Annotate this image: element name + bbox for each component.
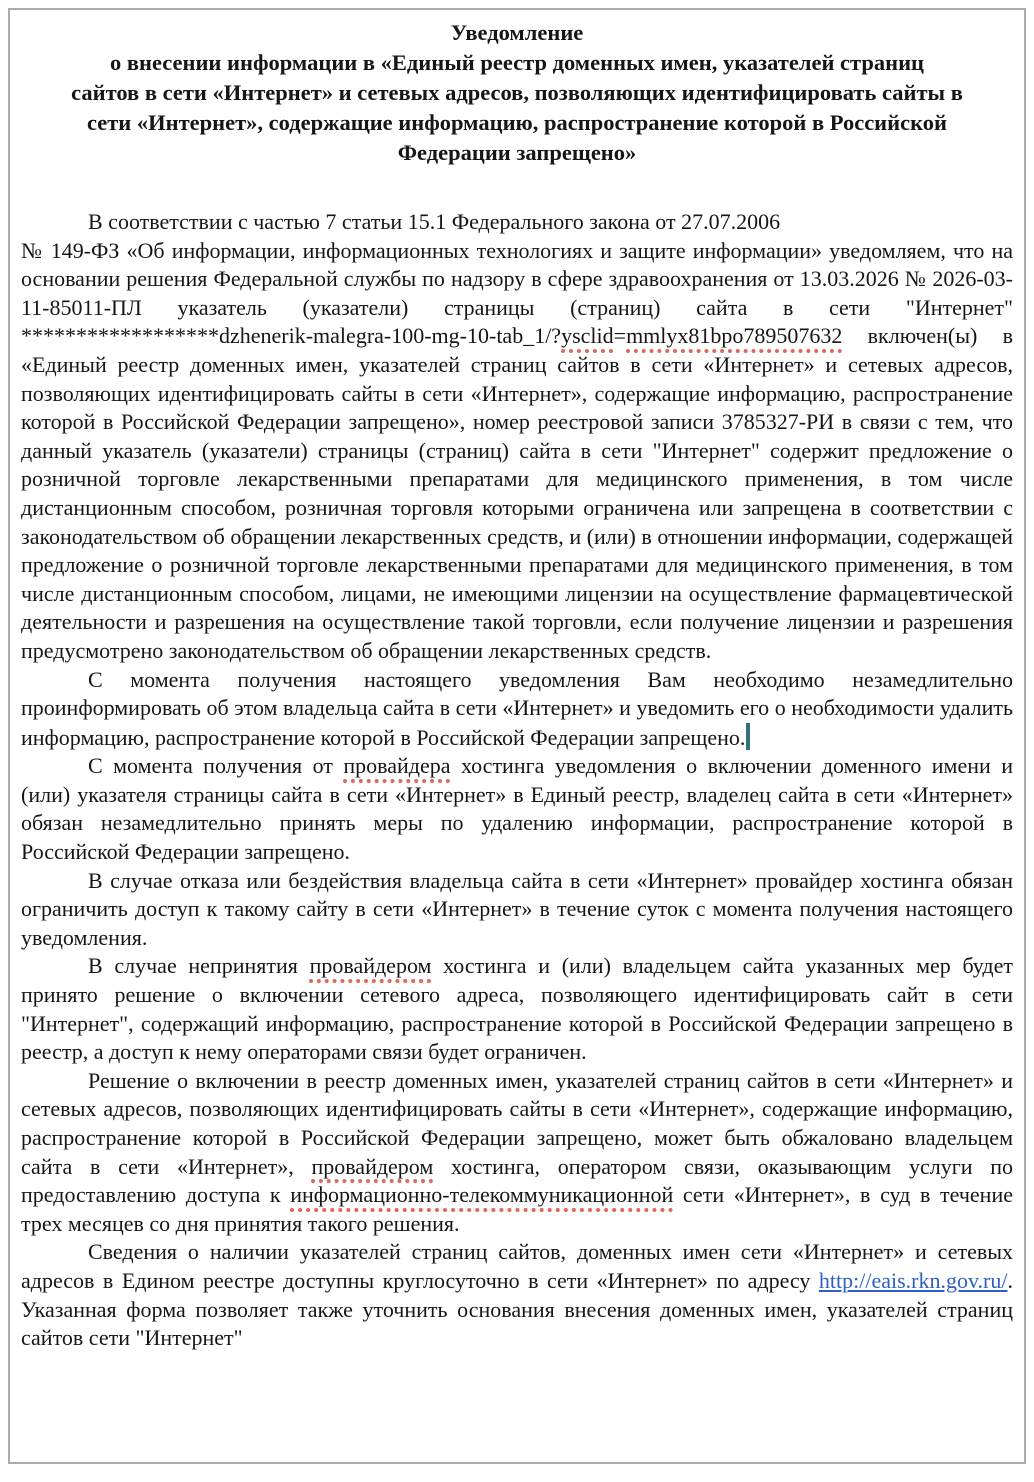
text-run: хостинга и (или) владельцем сайта указанных мер будет принято решение о включении сетевого адреса, позволяющего идентифицировать сайт в сети "Интернет", содержащий информацию, распространение которой в Российской Федерации запрещено в реестр, а доступ к нему операторами связи будет ограничен. (21, 953, 1013, 1065)
document-title (21, 18, 1013, 168)
text-run: Сведения о наличии указателей страниц сайтов, доменных имен сети «Интернет» и сетевых адресов в Едином реестре доступны круглосуточно в сети «Интернет» по адресу (21, 1239, 1013, 1293)
paragraph (21, 1067, 1013, 1239)
text-run: сети «Интернет», в суд в течение трех месяцев со дня принятия такого решения. (21, 1182, 1013, 1236)
document-body (21, 208, 1013, 1353)
text-run: В случае непринятия (88, 953, 310, 979)
document-page[interactable] (8, 8, 1026, 1464)
paragraph (21, 952, 1013, 1066)
misspelled-word: провайдером (309, 953, 432, 979)
misspelled-word: информационно-телекоммуникационной (290, 1182, 674, 1208)
text-run: . Указанная форма позволяет также уточнить основания внесения доменных имен, указателей страниц сайтов сети "Интернет" (21, 1267, 1013, 1351)
misspelled-word: провайдером (311, 1153, 434, 1179)
paragraph (21, 1238, 1013, 1352)
title-line: сайтов в сети «Интернет» и сетевых адресов, позволяющих идентифицировать сайты в (71, 80, 963, 105)
text-run: С момента получения настоящего уведомления Вам необходимо незамедлительно проинформировать об этом владельца сайта в сети «Интернет» и уведомить его о необходимости удалить информацию, распространение которой в Российской Федерации запрещено. (21, 666, 1013, 750)
title-line: сети «Интернет», содержащие информацию, распространение которой в Российской (87, 110, 947, 135)
text-run: хостинга уведомления о включении доменного имени и (или) указателя страницы сайта в сети «Интернет» в Единый реестр, владелец сайта в сети «Интернет» обязан незамедлительно принять меры по удалению информации, распространение которой в Российской Федерации запрещено. (21, 753, 1013, 865)
registry-link[interactable]: http://eais.rkn.gov.ru/ (818, 1267, 1008, 1293)
text-run: С момента получения от (88, 753, 344, 779)
misspelled-word: ysclid (561, 323, 614, 349)
misspelled-word: mmlyx81bpo789507632 (626, 323, 843, 349)
text-run: № 149-ФЗ «Об информации, информационных технологиях и защите информации» уведомляем, что на основании решения Федеральной службы по надзору в сфере здравоохранения от 13.03.2026 № 2026-03-11-85011-ПЛ указатель (указатели) страницы (страниц) сайта в сети "Интернет" ******************dzhenerik-malegra-100-mg-10-tab_1/? (21, 237, 1013, 349)
title-line: о внесении информации в «Единый реестр доменных имен, указателей страниц (110, 50, 924, 75)
title-line: Уведомление (450, 20, 584, 45)
paragraph (21, 208, 1013, 666)
misspelled-word: провайдера (343, 753, 451, 779)
text-run: включен(ы) в «Единый реестр доменных имен, указателей страниц сайтов в сети «Интернет» и сетевых адресов, позволяющих идентифицировать сайты в сети «Интернет», содержащие информацию, распространение которой в Российской Федерации запрещено», номер реестровой записи 3785327-РИ в связи с тем, что данный указатель (указатели) страницы (страниц) сайта в сети "Интернет" содержит предложение о розничной торговле лекарственными препаратами для медицинского применения, в том числе дистанционным способом, розничная торговля которыми ограничена или запрещена в соответствии с законодательством об обращении лекарственных средств, и (или) в отношении информации, содержащей предложение о розничной торговле лекарственными препаратами для медицинского применения, в том числе дистанционным способом, лицами, не имеющими лицензии на осуществление фармацевтической деятельности и разрешения на осуществление такой торговли, если получение лицензии и разрешения предусмотрено законодательством об обращении лекарственных средств. (21, 323, 1013, 663)
text-run: В соответствии с частью 7 статьи 15.1 Федерального закона от 27.07.2006 (88, 209, 781, 234)
title-line: Федерации запрещено» (397, 140, 637, 165)
text-run: Решение о включении в реестр доменных имен, указателей страниц сайтов в сети «Интернет» и сетевых адресов, позволяющих идентифицировать сайты в сети «Интернет», содержащие информацию, распространение которой в Российской Федерации запрещено, может быть обжаловано владельцем сайта в сети «Интернет», (21, 1067, 1013, 1179)
text-run: хостинга, оператором связи, оказывающим услуги по предоставлению доступа к (21, 1153, 1013, 1208)
text-cursor (746, 723, 750, 750)
paragraph (21, 867, 1013, 953)
text-run: = (613, 323, 627, 349)
text-run: В случае отказа или бездействия владельца сайта в сети «Интернет» провайдер хостинга обязан ограничить доступ к такому сайту в сети «Интернет» в течение суток с момента получения настоящего уведомления. (21, 867, 1013, 950)
paragraph (21, 752, 1013, 866)
paragraph (21, 666, 1013, 753)
